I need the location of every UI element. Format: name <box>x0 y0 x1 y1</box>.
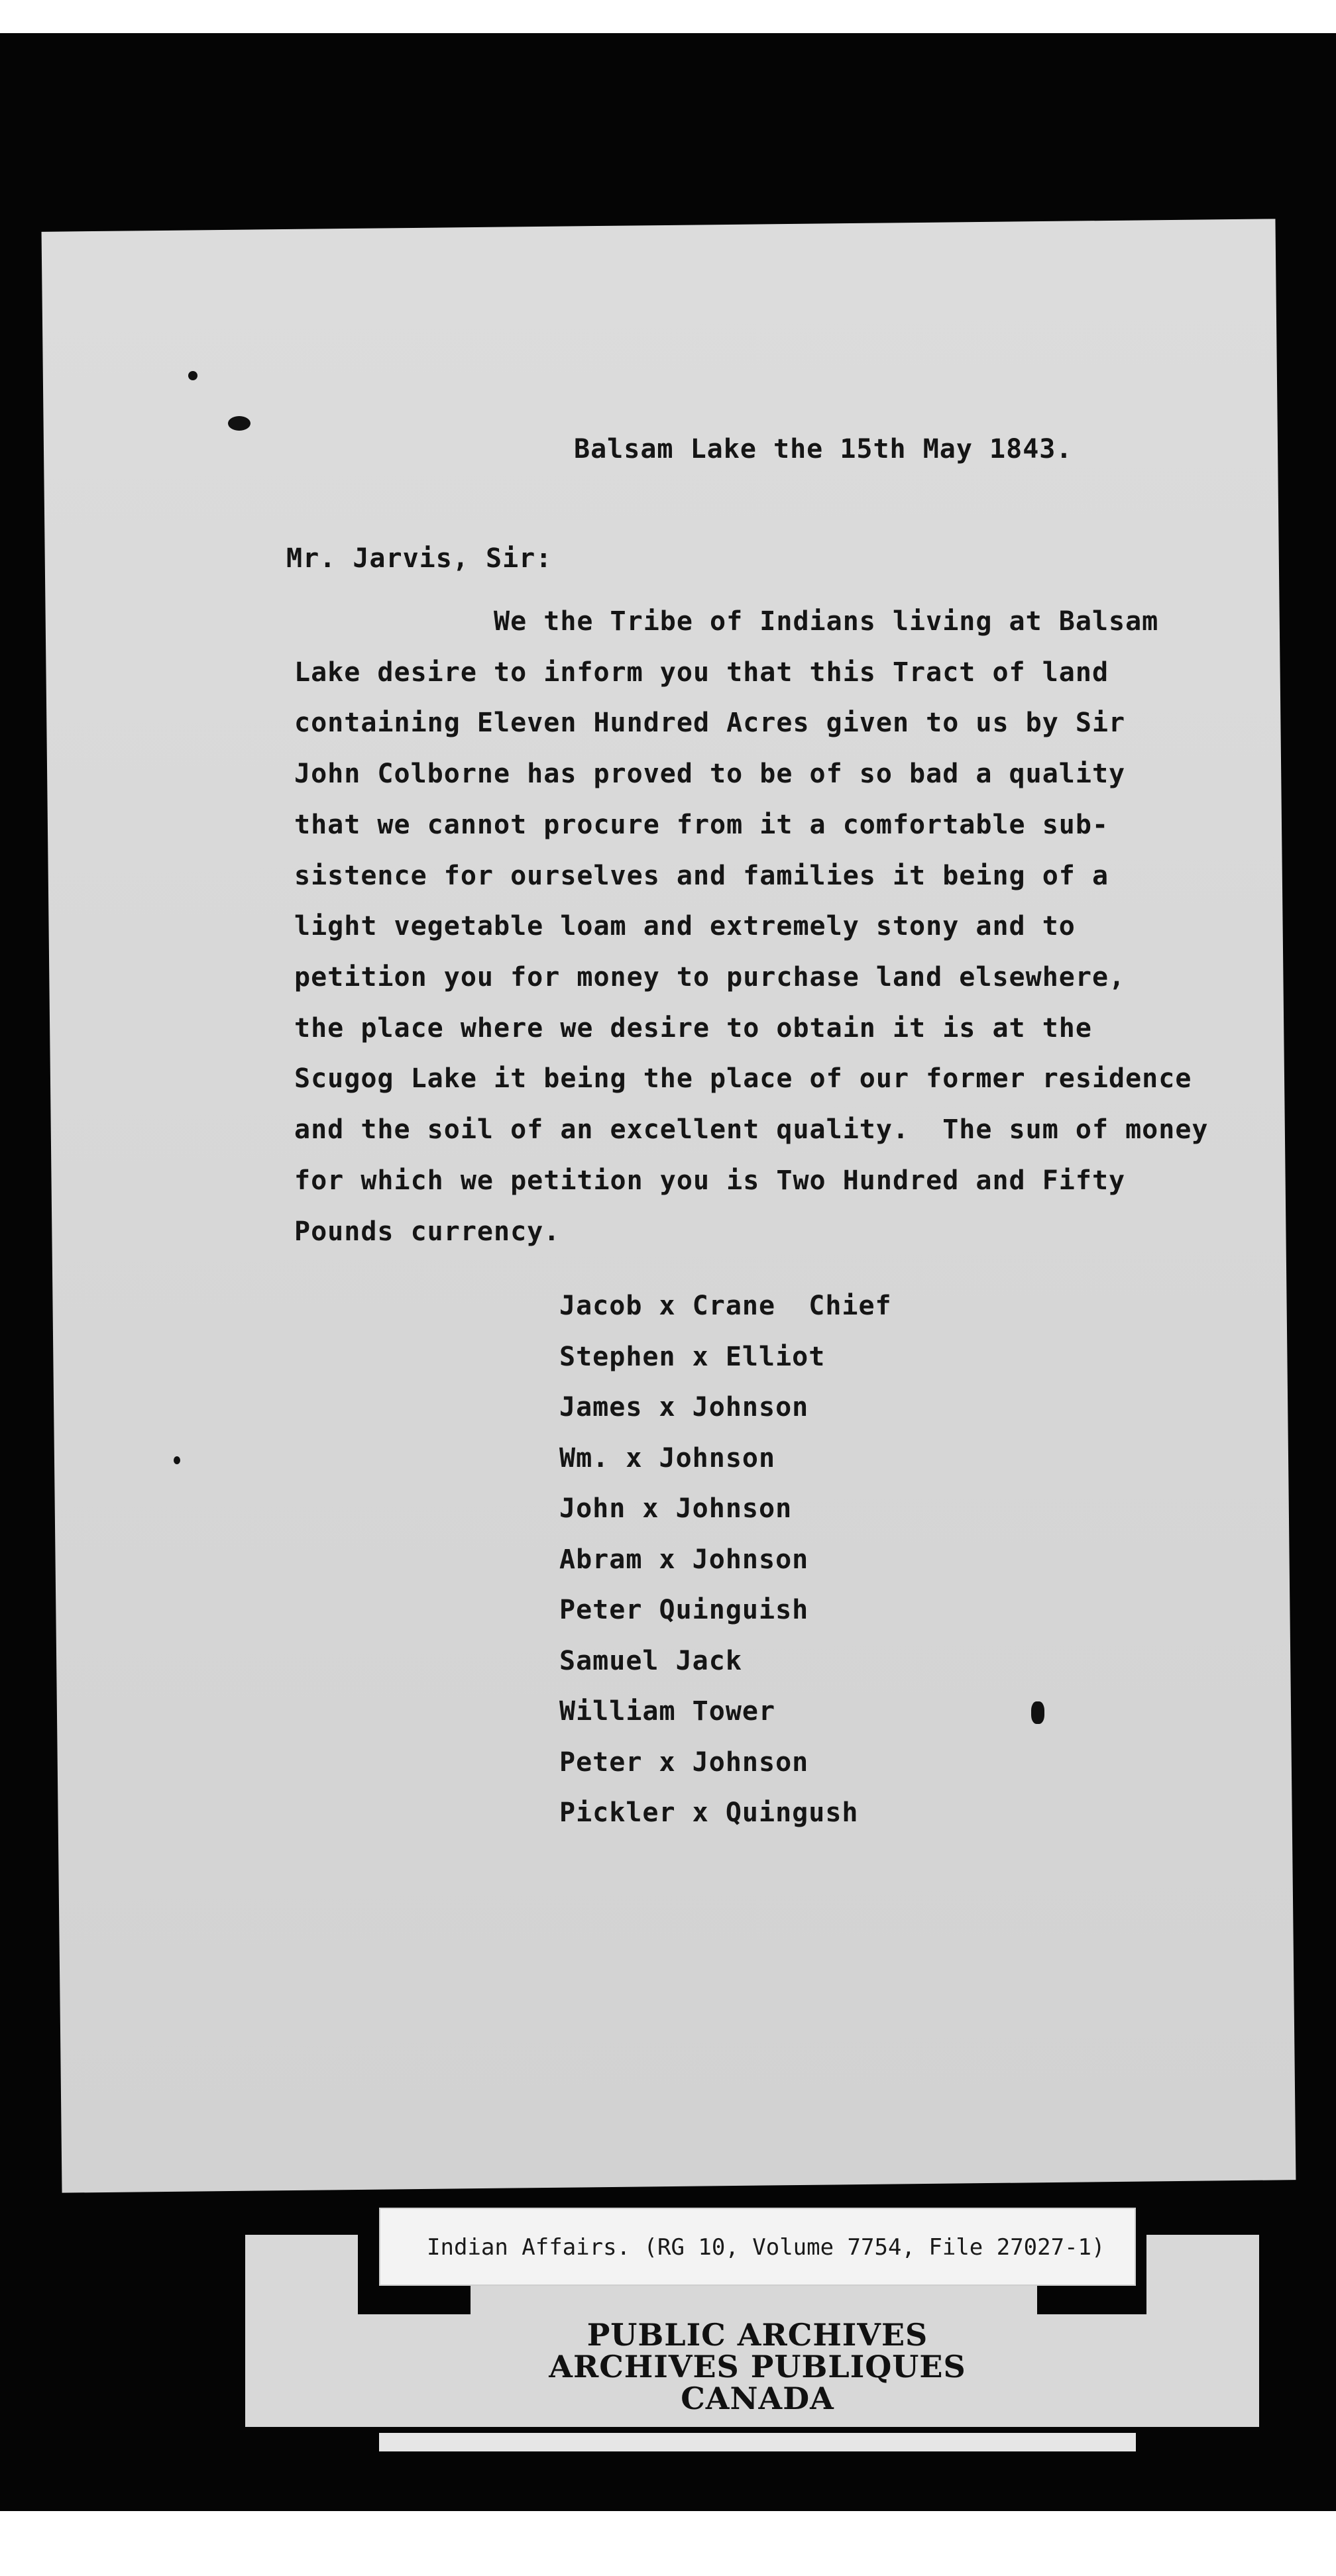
body-line: John Colborne has proved to be of so bad a quality <box>294 759 1126 789</box>
body-line: containing Eleven Hundred Acres given to us by Sir <box>294 708 1126 738</box>
archive-reference: Indian Affairs. (RG 10, Volume 7754, File 27027-1) <box>427 2234 1105 2261</box>
body-line: petition you for money to purchase land elsewhere, <box>294 962 1126 993</box>
signature-line: Abram x Johnson <box>559 1544 809 1575</box>
stamp-line: CANADA <box>681 2381 834 2416</box>
signature-line: Wm. x Johnson <box>559 1443 776 1474</box>
signature-line: Samuel Jack <box>559 1646 742 1676</box>
body-line: that we cannot procure from it a comfortable sub- <box>294 810 1109 840</box>
signature-line: Pickler x Quingush <box>559 1798 859 1828</box>
body-line: sistence for ourselves and families it being of a <box>294 861 1109 891</box>
archives-stamp <box>379 2319 1136 2414</box>
signature-line: Stephen x Elliot <box>559 1342 826 1372</box>
body-line: the place where we desire to obtain it is at the <box>294 1013 1092 1044</box>
body-line: We the Tribe of Indians living at Balsam <box>294 606 1159 637</box>
stamp-line: PUBLIC ARCHIVES <box>586 2317 928 2353</box>
stamp-line: ARCHIVES PUBLIQUES <box>549 2349 966 2385</box>
signature-line: Jacob x Crane Chief <box>559 1291 892 1321</box>
letter-salutation: Mr. Jarvis, Sir: <box>286 543 553 574</box>
body-line: Lake desire to inform you that this Tract of land <box>294 657 1109 688</box>
body-line: Scugog Lake it being the place of our former residence <box>294 1063 1192 1094</box>
body-line: and the soil of an excellent quality. The sum of money <box>294 1114 1209 1145</box>
label-bottom-strip <box>379 2433 1136 2451</box>
signature-line: Peter Quinguish <box>559 1595 809 1625</box>
body-line: Pounds currency. <box>294 1216 561 1247</box>
letter-dateline: Balsam Lake the 15th May 1843. <box>574 434 1073 464</box>
signature-line: John x Johnson <box>559 1493 793 1524</box>
body-line: for which we petition you is Two Hundred and Fifty <box>294 1165 1126 1196</box>
body-line: light vegetable loam and extremely stony and to <box>294 911 1076 941</box>
archive-reference-strip <box>379 2208 1136 2286</box>
signature-line: Peter x Johnson <box>559 1747 809 1778</box>
signature-line: William Tower <box>559 1696 776 1727</box>
signature-line: James x Johnson <box>559 1392 809 1422</box>
